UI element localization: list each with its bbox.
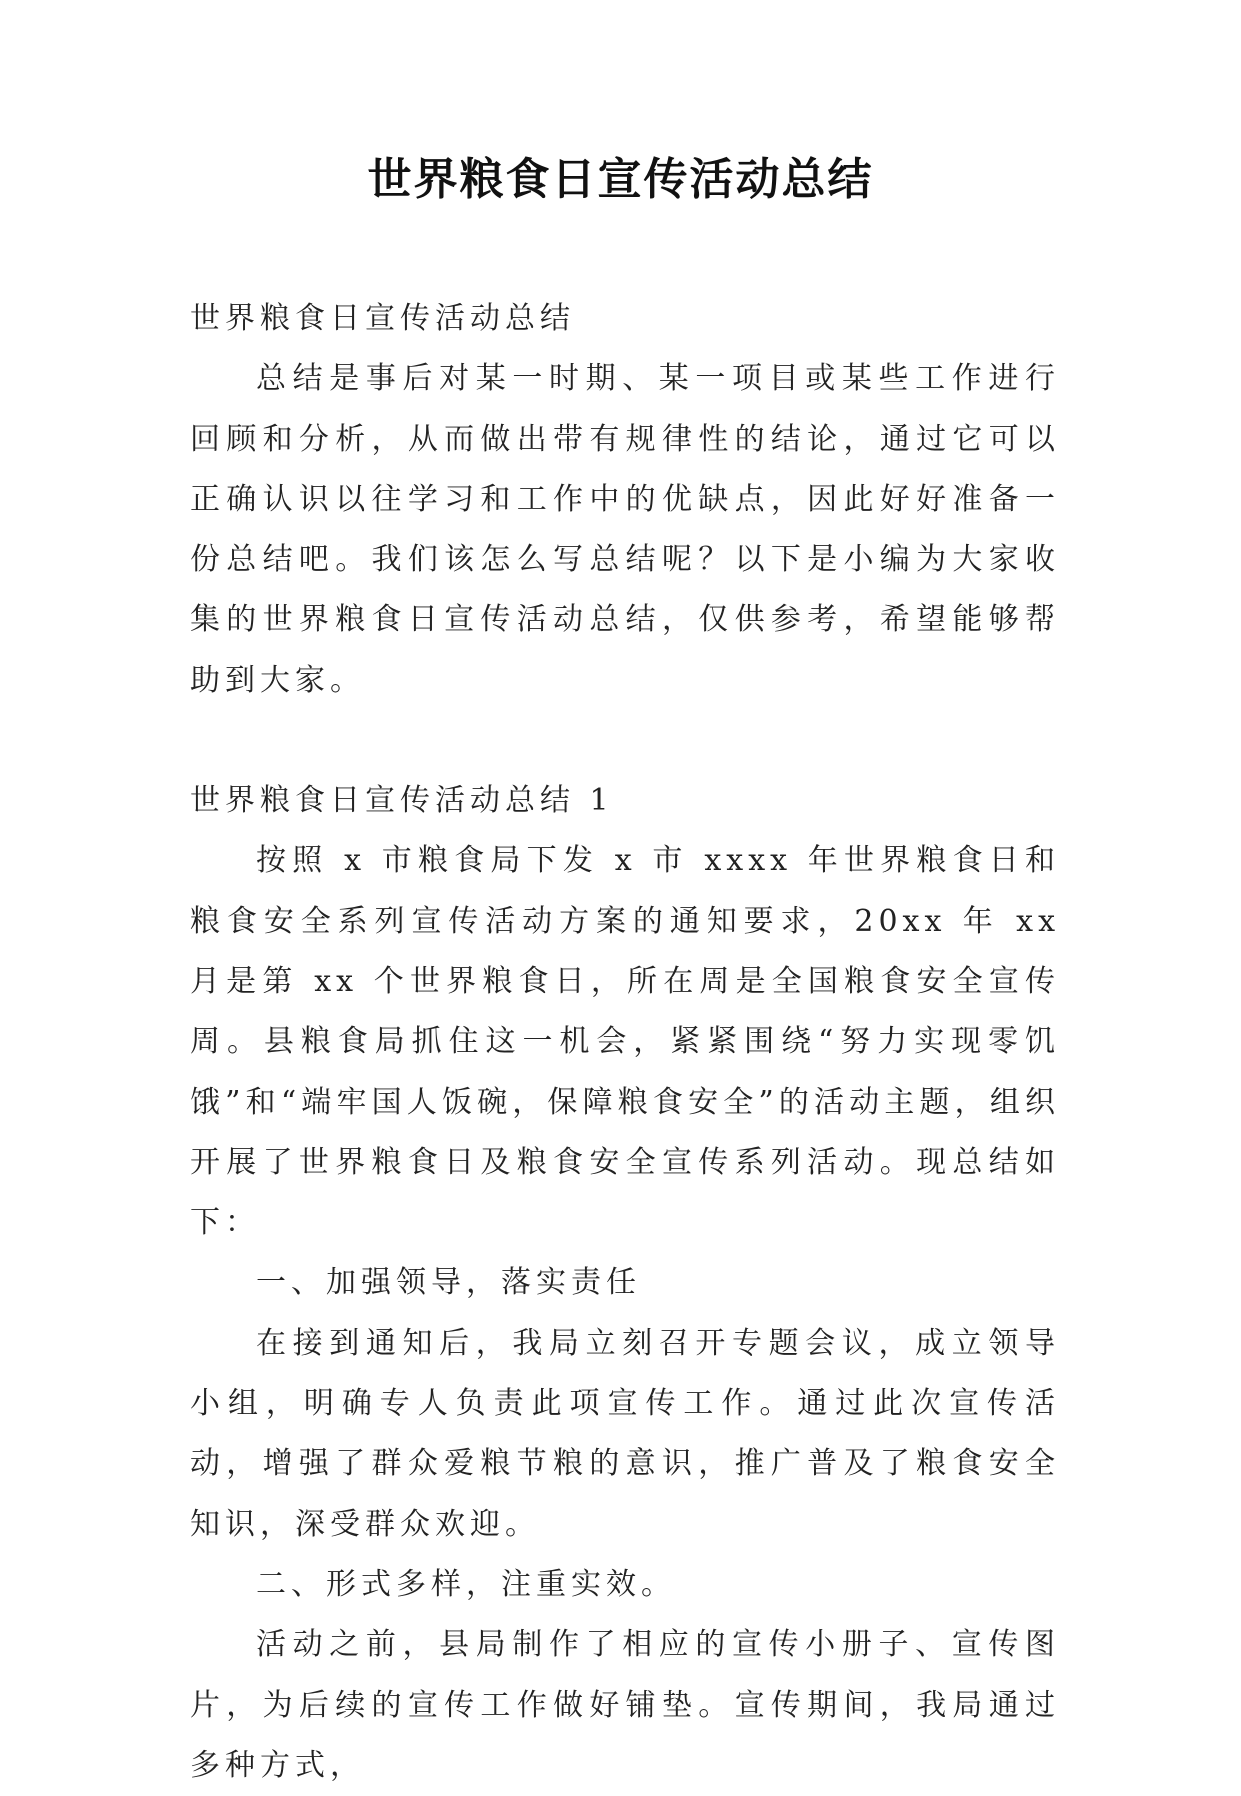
intro-paragraph: 总结是事后对某一时期、某一项目或某些工作进行回顾和分析，从而做出带有规律性的结论，通过它可以正确认识以往学习和工作中的优缺点，因此好好准备一份总结吧。我们该怎么写总结呢？以下是小编为大家收集的世界粮食日宣传活动总结，仅供参考，希望能够帮助到大家。 [190, 361, 1060, 698]
document-body [190, 289, 1060, 1796]
point-heading-1: 一、加强领导，落实责任 [256, 1265, 641, 1301]
section-paragraph: 按照 x 市粮食局下发 x 市 xxxx 年世界粮食日和粮食安全系列宣传活动方案的通知要求，20xx 年 xx 月是第 xx 个世界粮食日，所在周是全国粮食安全宣传周。县粮食局抓住这一机会，紧紧围绕“努力实现零饥饿”和“端牢国人饭碗，保障粮食安全”的活动主题，组织开展了世界粮食日及粮食安全宣传系列活动。现总结如下： [190, 843, 1060, 1241]
point-body-2: 活动之前，县局制作了相应的宣传小册子、宣传图片，为后续的宣传工作做好铺垫。宣传期间，我局通过多种方式， [190, 1627, 1060, 1783]
document-title: 世界粮食日宣传活动总结 [367, 154, 874, 205]
paragraph-gap [190, 711, 1060, 771]
point-body-1: 在接到通知后，我局立刻召开专题会议，成立领导小组，明确专人负责此项宣传工作。通过此次宣传活动，增强了群众爱粮节粮的意识，推广普及了粮食安全知识，深受群众欢迎。 [190, 1325, 1060, 1542]
point-heading-2: 二、形式多样，注重实效。 [256, 1566, 676, 1602]
section-heading: 世界粮食日宣传活动总结 1 [190, 783, 614, 819]
document-subtitle: 世界粮食日宣传活动总结 [190, 301, 575, 336]
